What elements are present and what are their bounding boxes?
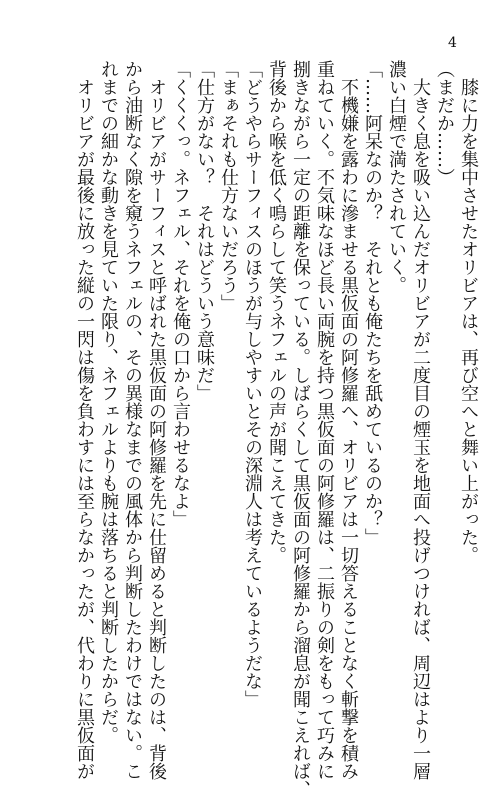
text-line: 「どうやらサーフィスのほうが与しやすいとその深淵人は考えているようだな」 xyxy=(242,60,263,708)
text-line: 不機嫌を露わに滲ませる黒仮面の阿修羅へ、オリビアは一切答えることなく斬撃を積み xyxy=(338,78,359,780)
text-line: 背後から喉を低く鳴らして笑うネフェルの声が聞こえてきた。 xyxy=(266,60,287,564)
text-line: から油断なく隙を窺うネフェルの、その異様なまでの風体から判断したわけではない。こ xyxy=(122,60,143,780)
vertical-text-block xyxy=(72,60,480,798)
text-line: 「……阿呆なのか？ それとも俺たちを舐めているのか？」 xyxy=(362,60,383,546)
text-line: 「仕方がない？ それはどういう意味だ」 xyxy=(194,60,215,402)
text-line: 濃い白煙で満たされていく。 xyxy=(386,60,407,294)
text-line: 膝に力を集中させたオリビアは、再び空へと舞い上がった。 xyxy=(458,78,479,564)
page-number: 4 xyxy=(448,35,457,51)
text-line: 「まぁそれも仕方ないだろう」 xyxy=(218,60,239,312)
text-line: オリビアがサーフィスと呼ばれた黒仮面の阿修羅を先に仕留めると判断したのは、背後 xyxy=(146,78,167,780)
text-line: オリビアが最後に放った縦の一閃は傷を負わすには至らなかったが、代わりに黒仮面が xyxy=(74,78,95,780)
text-line: 捌きながら一定の距離を保っている。しばらくして黒仮面の阿修羅から溜息が聞こえれば、 xyxy=(290,60,311,798)
text-line: 「くくくっ。ネフェル、それを俺の口から言わせるなよ」 xyxy=(170,60,191,528)
text-line: 大きく息を吸い込んだオリビアが二度目の煙玉を地面へ投げつければ、周辺はより一層 xyxy=(410,78,431,780)
text-line: （まだか……） xyxy=(434,60,455,186)
text-line: れまでの細かな動きを見ていた限り、ネフェルよりも腕は落ちると判断したからだ。 xyxy=(98,60,119,744)
text-line: 重ねていく。不気味なほど長い両腕を持つ黒仮面の阿修羅は、二振りの剣をもって巧みに xyxy=(314,60,335,780)
